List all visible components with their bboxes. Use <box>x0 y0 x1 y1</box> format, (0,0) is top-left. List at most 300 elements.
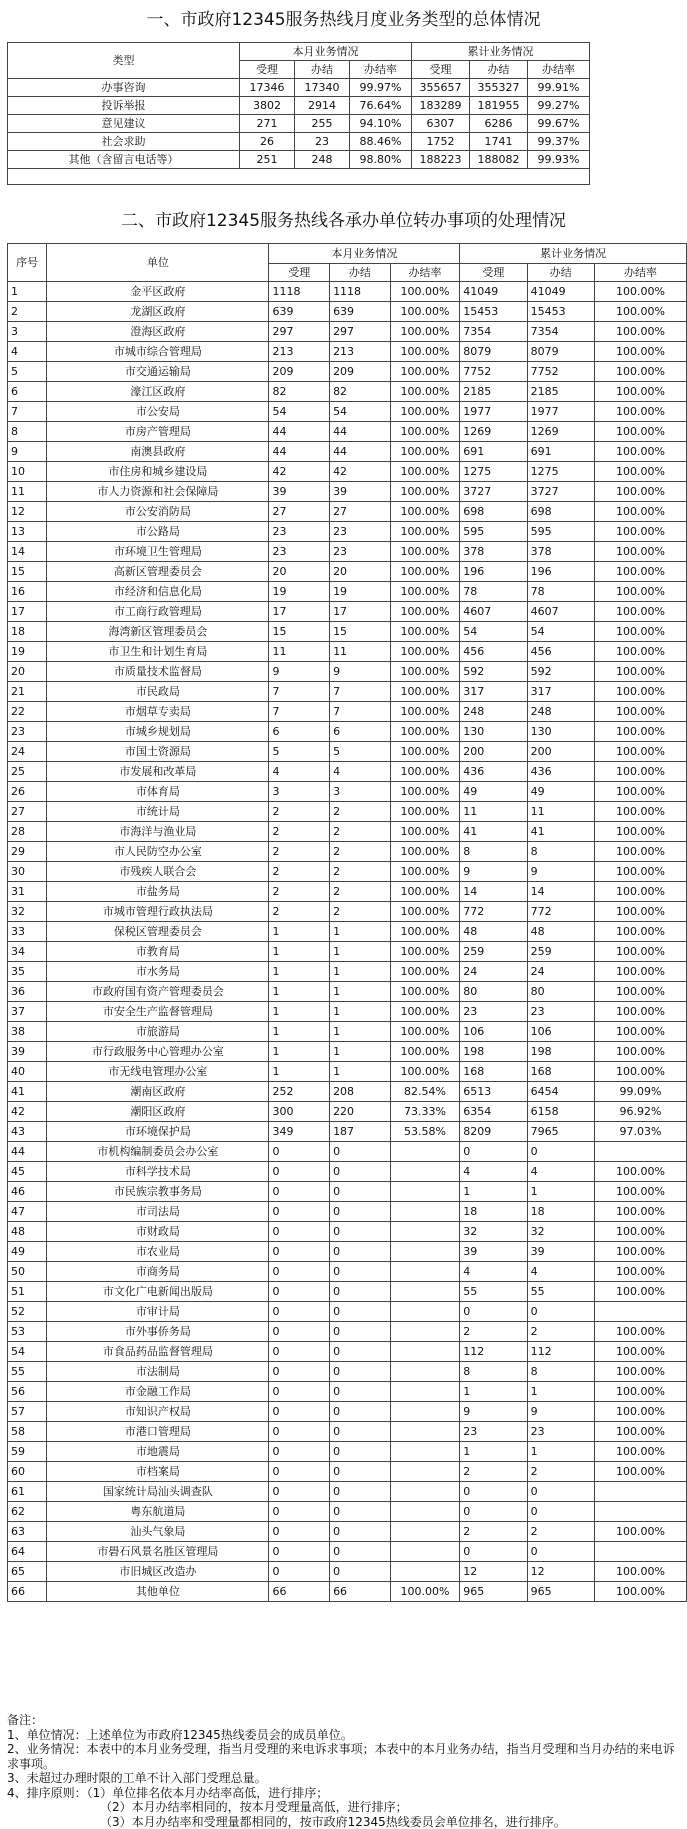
subheader-cell: 办结率 <box>528 61 590 79</box>
value-cell: 100.00% <box>390 442 460 462</box>
value-cell: 15453 <box>460 302 527 322</box>
unit-name: 市城市综合管理局 <box>47 342 269 362</box>
value-cell: 1 <box>269 922 330 942</box>
value-cell: 378 <box>527 542 594 562</box>
table-row <box>8 422 687 442</box>
value-cell: 54 <box>527 622 594 642</box>
value-cell <box>390 1322 460 1342</box>
row-number: 16 <box>8 582 47 602</box>
table-row <box>8 1462 687 1482</box>
row-number: 6 <box>8 382 47 402</box>
value-cell: 691 <box>527 442 594 462</box>
value-cell: 187 <box>330 1122 391 1142</box>
value-cell: 0 <box>460 1142 527 1162</box>
value-cell: 100.00% <box>390 322 460 342</box>
unit-name: 市海洋与渔业局 <box>47 822 269 842</box>
value-cell: 639 <box>269 302 330 322</box>
value-cell: 100.00% <box>594 782 686 802</box>
note-3: 3、未超过办理时限的工单不计入部门受理总量。 <box>7 1771 679 1786</box>
value-cell: 24 <box>460 962 527 982</box>
value-cell: 208 <box>330 1082 391 1102</box>
value-cell: 100.00% <box>390 1022 460 1042</box>
row-number: 52 <box>8 1302 47 1322</box>
value-cell: 99.97% <box>350 79 412 97</box>
value-cell: 2914 <box>295 97 350 115</box>
table-row <box>8 1422 687 1442</box>
row-number: 10 <box>8 462 47 482</box>
value-cell: 49 <box>460 782 527 802</box>
table-row <box>8 1122 687 1142</box>
row-number: 11 <box>8 482 47 502</box>
value-cell: 14 <box>527 882 594 902</box>
table-row <box>8 1562 687 1582</box>
unit-name: 市民族宗教事务局 <box>47 1182 269 1202</box>
row-number: 26 <box>8 782 47 802</box>
unit-name: 市公安局 <box>47 402 269 422</box>
value-cell: 0 <box>269 1422 330 1442</box>
unit-name: 市港口管理局 <box>47 1422 269 1442</box>
value-cell: 1 <box>269 1042 330 1062</box>
value-cell: 8209 <box>460 1122 527 1142</box>
value-cell: 7752 <box>527 362 594 382</box>
unit-name: 市民政局 <box>47 682 269 702</box>
value-cell: 82 <box>269 382 330 402</box>
value-cell: 2 <box>269 862 330 882</box>
value-cell: 44 <box>269 422 330 442</box>
unit-name: 海湾新区管理委员会 <box>47 622 269 642</box>
value-cell: 100.00% <box>594 502 686 522</box>
table-row <box>8 1082 687 1102</box>
value-cell: 1 <box>330 922 391 942</box>
value-cell: 5 <box>330 742 391 762</box>
value-cell: 4 <box>460 1262 527 1282</box>
value-cell <box>390 1162 460 1182</box>
value-cell: 1 <box>269 1022 330 1042</box>
value-cell: 0 <box>269 1542 330 1562</box>
value-cell: 220 <box>330 1102 391 1122</box>
table-row <box>8 682 687 702</box>
value-cell: 0 <box>330 1182 391 1202</box>
value-cell: 23 <box>460 1422 527 1442</box>
value-cell <box>390 1342 460 1362</box>
subheader-cell: 办结 <box>470 61 528 79</box>
note-1: 1、单位情况：上述单位为市政府12345热线委员会的成员单位。 <box>7 1728 679 1743</box>
value-cell: 592 <box>460 662 527 682</box>
value-cell: 17 <box>330 602 391 622</box>
value-cell: 39 <box>330 482 391 502</box>
value-cell: 2 <box>330 902 391 922</box>
value-cell: 100.00% <box>594 362 686 382</box>
value-cell: 73.33% <box>390 1102 460 1122</box>
unit-name: 保税区管理委员会 <box>47 922 269 942</box>
type-name: 意见建议 <box>8 115 240 133</box>
value-cell: 181955 <box>470 97 528 115</box>
value-cell: 100.00% <box>594 862 686 882</box>
value-cell: 18 <box>527 1202 594 1222</box>
section2-title: 二、市政府12345服务热线各承办单位转办事项的处理情况 <box>0 209 687 233</box>
value-cell: 100.00% <box>594 702 686 722</box>
value-cell: 23 <box>460 1002 527 1022</box>
value-cell <box>390 1522 460 1542</box>
unit-name: 市环境卫生管理局 <box>47 542 269 562</box>
row-number: 30 <box>8 862 47 882</box>
value-cell <box>390 1302 460 1322</box>
value-cell: 0 <box>269 1182 330 1202</box>
table-row <box>8 1362 687 1382</box>
value-cell: 3727 <box>527 482 594 502</box>
table-row <box>8 982 687 1002</box>
value-cell: 100.00% <box>594 1582 686 1602</box>
row-number: 24 <box>8 742 47 762</box>
value-cell: 130 <box>460 722 527 742</box>
value-cell: 1741 <box>470 133 528 151</box>
row-number: 41 <box>8 1082 47 1102</box>
value-cell: 595 <box>460 522 527 542</box>
value-cell: 41049 <box>460 282 527 302</box>
value-cell: 436 <box>527 762 594 782</box>
value-cell: 82.54% <box>390 1082 460 1102</box>
table-row <box>8 782 687 802</box>
table-row <box>8 282 687 302</box>
value-cell: 100.00% <box>390 402 460 422</box>
month-header: 本月业务情况 <box>240 43 412 61</box>
value-cell: 595 <box>527 522 594 542</box>
unit-name: 澄海区政府 <box>47 322 269 342</box>
value-cell: 0 <box>330 1222 391 1242</box>
value-cell: 100.00% <box>594 1342 686 1362</box>
value-cell: 0 <box>527 1482 594 1502</box>
table-row <box>8 882 687 902</box>
value-cell: 1269 <box>527 422 594 442</box>
value-cell: 100.00% <box>390 342 460 362</box>
value-cell: 183289 <box>412 97 470 115</box>
value-cell: 98.80% <box>350 151 412 169</box>
value-cell: 1 <box>460 1382 527 1402</box>
value-cell: 100.00% <box>594 1042 686 1062</box>
value-cell: 100.00% <box>594 622 686 642</box>
value-cell: 6454 <box>527 1082 594 1102</box>
note-4c: （3）本月办结率和受理量都相同的，按市政府12345热线委员会单位排名，进行排序。 <box>7 1815 679 1829</box>
value-cell: 2 <box>460 1522 527 1542</box>
unit-name: 市机构编制委员会办公室 <box>47 1142 269 1162</box>
value-cell: 19 <box>269 582 330 602</box>
value-cell: 0 <box>269 1462 330 1482</box>
value-cell: 17346 <box>240 79 295 97</box>
row-number: 37 <box>8 1002 47 1022</box>
unit-name: 市教育局 <box>47 942 269 962</box>
row-number: 43 <box>8 1122 47 1142</box>
value-cell: 0 <box>330 1382 391 1402</box>
table-row <box>8 382 687 402</box>
value-cell: 11 <box>527 802 594 822</box>
row-number: 64 <box>8 1542 47 1562</box>
value-cell: 213 <box>269 342 330 362</box>
value-cell: 100.00% <box>594 342 686 362</box>
value-cell: 12 <box>527 1562 594 1582</box>
value-cell: 2 <box>330 862 391 882</box>
value-cell: 100.00% <box>390 722 460 742</box>
value-cell: 1 <box>330 1062 391 1082</box>
value-cell: 259 <box>527 942 594 962</box>
value-cell: 2 <box>269 882 330 902</box>
value-cell: 48 <box>527 922 594 942</box>
value-cell: 4 <box>330 762 391 782</box>
value-cell: 0 <box>330 1542 391 1562</box>
value-cell: 4 <box>269 762 330 782</box>
value-cell: 349 <box>269 1122 330 1142</box>
value-cell: 8 <box>460 842 527 862</box>
table-row <box>8 702 687 722</box>
value-cell: 317 <box>460 682 527 702</box>
value-cell: 106 <box>460 1022 527 1042</box>
value-cell: 1 <box>330 1022 391 1042</box>
row-number: 38 <box>8 1022 47 1042</box>
value-cell: 100.00% <box>390 482 460 502</box>
value-cell: 100.00% <box>390 1582 460 1602</box>
row-number: 60 <box>8 1462 47 1482</box>
value-cell: 297 <box>330 322 391 342</box>
row-number: 22 <box>8 702 47 722</box>
table-row <box>8 151 687 169</box>
value-cell: 54 <box>330 402 391 422</box>
unit-name: 市工商行政管理局 <box>47 602 269 622</box>
value-cell: 209 <box>330 362 391 382</box>
value-cell: 11 <box>330 642 391 662</box>
value-cell: 1 <box>269 1002 330 1022</box>
row-number: 31 <box>8 882 47 902</box>
table-row <box>8 79 687 97</box>
value-cell: 2 <box>269 822 330 842</box>
value-cell: 772 <box>527 902 594 922</box>
value-cell: 100.00% <box>390 922 460 942</box>
unit-name: 市水务局 <box>47 962 269 982</box>
value-cell: 0 <box>269 1262 330 1282</box>
value-cell: 1752 <box>412 133 470 151</box>
value-cell: 271 <box>240 115 295 133</box>
value-cell: 1 <box>269 1062 330 1082</box>
no-header: 序号 <box>8 244 47 282</box>
unit-name: 市档案局 <box>47 1462 269 1482</box>
value-cell: 17 <box>269 602 330 622</box>
value-cell: 15 <box>330 622 391 642</box>
value-cell: 100.00% <box>594 982 686 1002</box>
value-cell: 78 <box>460 582 527 602</box>
unit-name: 市城乡规划局 <box>47 722 269 742</box>
value-cell: 42 <box>269 462 330 482</box>
table-row <box>8 1102 687 1122</box>
table-row <box>8 1202 687 1222</box>
unit-name: 市旧城区改造办 <box>47 1562 269 1582</box>
value-cell: 1 <box>330 1042 391 1062</box>
value-cell: 0 <box>527 1142 594 1162</box>
value-cell: 100.00% <box>390 902 460 922</box>
value-cell: 100.00% <box>390 362 460 382</box>
value-cell: 188082 <box>470 151 528 169</box>
subheader-cell: 办结 <box>527 264 594 282</box>
value-cell: 100.00% <box>390 642 460 662</box>
value-cell: 100.00% <box>594 482 686 502</box>
unit-name: 市残疾人联合会 <box>47 862 269 882</box>
value-cell: 2 <box>460 1462 527 1482</box>
value-cell: 0 <box>330 1462 391 1482</box>
value-cell <box>390 1262 460 1282</box>
value-cell <box>594 1142 686 1162</box>
value-cell: 0 <box>269 1402 330 1422</box>
value-cell: 2185 <box>527 382 594 402</box>
value-cell: 100.00% <box>594 1262 686 1282</box>
table-row <box>8 1342 687 1362</box>
value-cell: 41049 <box>527 282 594 302</box>
type-name: 投诉举报 <box>8 97 240 115</box>
value-cell <box>390 1482 460 1502</box>
value-cell: 100.00% <box>390 1062 460 1082</box>
value-cell: 0 <box>269 1562 330 1582</box>
table-row <box>8 822 687 842</box>
row-number: 12 <box>8 502 47 522</box>
value-cell: 6286 <box>470 115 528 133</box>
value-cell: 100.00% <box>594 742 686 762</box>
value-cell: 0 <box>330 1242 391 1262</box>
value-cell: 456 <box>527 642 594 662</box>
row-number: 61 <box>8 1482 47 1502</box>
value-cell: 99.37% <box>528 133 590 151</box>
value-cell: 130 <box>527 722 594 742</box>
value-cell: 100.00% <box>594 942 686 962</box>
value-cell: 100.00% <box>390 582 460 602</box>
value-cell: 0 <box>330 1562 391 1582</box>
footnotes <box>7 1713 679 1829</box>
value-cell: 100.00% <box>594 522 686 542</box>
value-cell: 100.00% <box>594 1282 686 1302</box>
value-cell: 4 <box>527 1262 594 1282</box>
value-cell: 0 <box>330 1282 391 1302</box>
table-row <box>8 562 687 582</box>
value-cell: 100.00% <box>594 282 686 302</box>
table-row <box>8 482 687 502</box>
table-row <box>8 502 687 522</box>
value-cell: 11 <box>460 802 527 822</box>
row-number: 2 <box>8 302 47 322</box>
value-cell: 0 <box>460 1502 527 1522</box>
unit-name: 市审计局 <box>47 1302 269 1322</box>
value-cell: 0 <box>330 1162 391 1182</box>
unit-name: 龙湖区政府 <box>47 302 269 322</box>
row-number: 58 <box>8 1422 47 1442</box>
value-cell: 3 <box>269 782 330 802</box>
value-cell: 100.00% <box>594 402 686 422</box>
value-cell: 0 <box>269 1242 330 1262</box>
table-row <box>8 762 687 782</box>
value-cell: 23 <box>330 522 391 542</box>
value-cell: 7 <box>269 702 330 722</box>
value-cell: 196 <box>527 562 594 582</box>
value-cell: 2 <box>269 842 330 862</box>
value-cell: 8079 <box>527 342 594 362</box>
value-cell: 2 <box>330 842 391 862</box>
value-cell: 0 <box>330 1322 391 1342</box>
value-cell: 255 <box>295 115 350 133</box>
type-name: 社会求助 <box>8 133 240 151</box>
row-number: 5 <box>8 362 47 382</box>
row-number: 18 <box>8 622 47 642</box>
value-cell <box>390 1362 460 1382</box>
value-cell: 100.00% <box>594 722 686 742</box>
unit-name: 市体育局 <box>47 782 269 802</box>
row-number: 44 <box>8 1142 47 1162</box>
value-cell: 14 <box>460 882 527 902</box>
row-number: 14 <box>8 542 47 562</box>
notes-heading: 备注： <box>7 1713 679 1728</box>
value-cell: 39 <box>460 1242 527 1262</box>
unit-name: 市安全生产监督管理局 <box>47 1002 269 1022</box>
value-cell: 48 <box>460 922 527 942</box>
unit-name: 市公路局 <box>47 522 269 542</box>
row-number: 40 <box>8 1062 47 1082</box>
value-cell: 41 <box>460 822 527 842</box>
value-cell: 0 <box>330 1142 391 1162</box>
value-cell: 7354 <box>460 322 527 342</box>
value-cell: 0 <box>527 1302 594 1322</box>
value-cell <box>390 1562 460 1582</box>
value-cell: 23 <box>527 1002 594 1022</box>
value-cell: 112 <box>527 1342 594 1362</box>
value-cell: 100.00% <box>594 1522 686 1542</box>
value-cell: 100.00% <box>390 742 460 762</box>
value-cell <box>390 1242 460 1262</box>
unit-name: 市房产管理局 <box>47 422 269 442</box>
value-cell: 0 <box>460 1482 527 1502</box>
value-cell: 0 <box>330 1262 391 1282</box>
value-cell: 23 <box>269 522 330 542</box>
subheader-cell: 受理 <box>460 264 527 282</box>
value-cell: 19 <box>330 582 391 602</box>
value-cell: 100.00% <box>594 582 686 602</box>
unit-name: 市行政服务中心管理办公室 <box>47 1042 269 1062</box>
value-cell: 100.00% <box>594 762 686 782</box>
value-cell: 9 <box>460 1402 527 1422</box>
value-cell: 0 <box>269 1342 330 1362</box>
value-cell: 100.00% <box>390 942 460 962</box>
value-cell <box>390 1402 460 1422</box>
value-cell: 2 <box>330 822 391 842</box>
value-cell: 0 <box>269 1482 330 1502</box>
value-cell: 7354 <box>527 322 594 342</box>
value-cell: 12 <box>460 1562 527 1582</box>
value-cell: 1977 <box>527 402 594 422</box>
row-number: 29 <box>8 842 47 862</box>
row-number: 46 <box>8 1182 47 1202</box>
value-cell: 24 <box>527 962 594 982</box>
value-cell: 100.00% <box>390 282 460 302</box>
table-row <box>8 802 687 822</box>
subheader-cell: 受理 <box>412 61 470 79</box>
value-cell: 100.00% <box>390 682 460 702</box>
unit-name: 市知识产权局 <box>47 1402 269 1422</box>
value-cell: 248 <box>527 702 594 722</box>
value-cell: 2 <box>527 1462 594 1482</box>
value-cell: 100.00% <box>594 462 686 482</box>
row-number: 49 <box>8 1242 47 1262</box>
value-cell: 168 <box>460 1062 527 1082</box>
unit-name: 市农业局 <box>47 1242 269 1262</box>
value-cell: 80 <box>527 982 594 1002</box>
value-cell: 7 <box>330 702 391 722</box>
unit-name: 市食品药品监督管理局 <box>47 1342 269 1362</box>
unit-name: 濠江区政府 <box>47 382 269 402</box>
value-cell: 99.09% <box>594 1082 686 1102</box>
unit-name: 汕头气象局 <box>47 1522 269 1542</box>
unit-name: 市法制局 <box>47 1362 269 1382</box>
